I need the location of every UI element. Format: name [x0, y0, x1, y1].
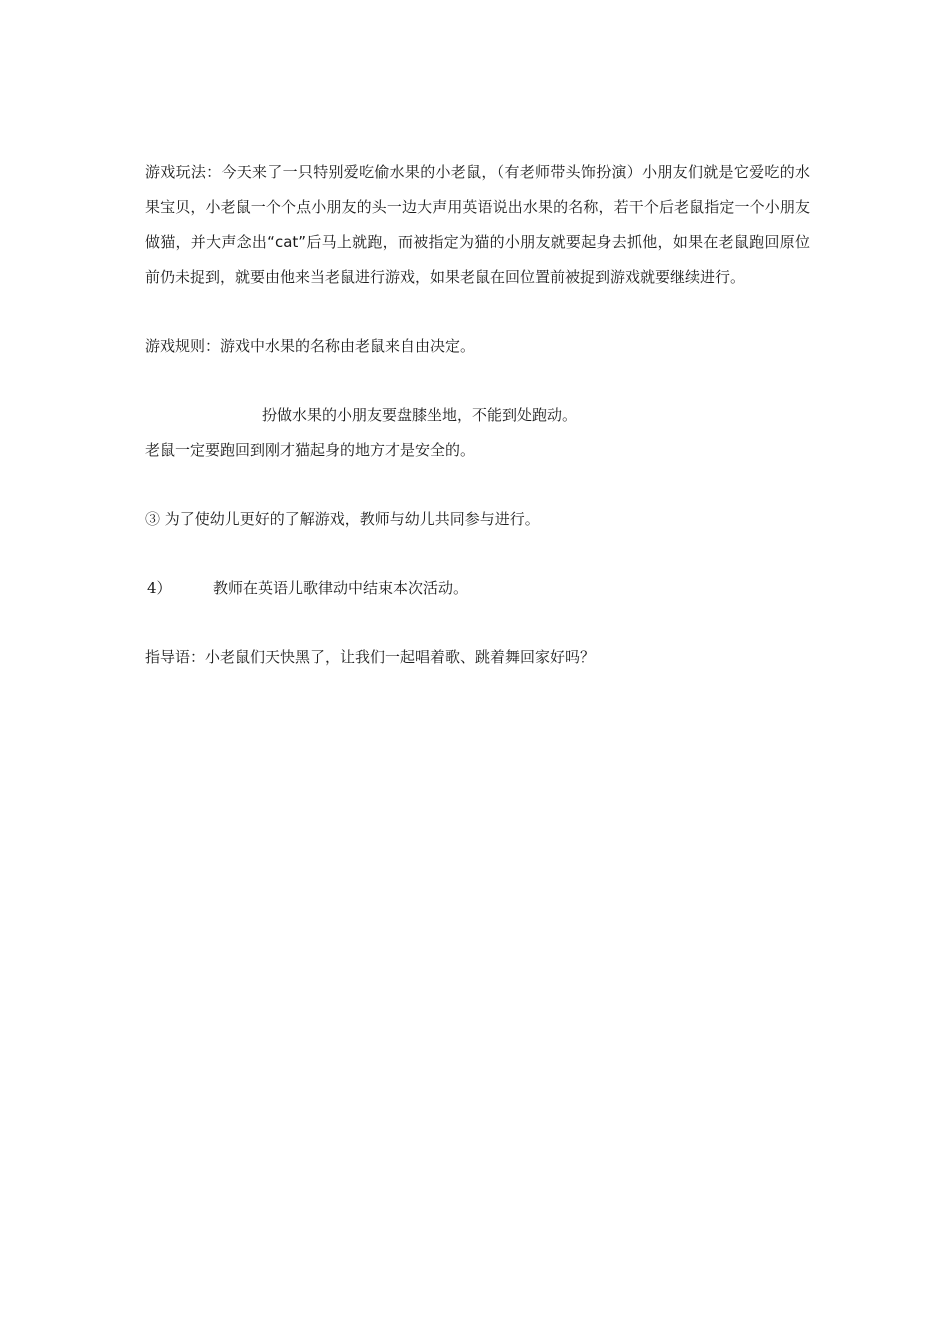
- step-3: ③ 为了使幼儿更好的了解游戏，教师与幼儿共同参与进行。: [145, 510, 540, 528]
- step-4-number: 4）: [147, 579, 172, 597]
- step-4-text: 教师在英语儿歌律动中结束本次活动。: [213, 579, 469, 597]
- gameplay-paragraph: [145, 155, 810, 295]
- rules-line-3: 老鼠一定要跑回到刚才猫起身的地方才是安全的。: [145, 441, 476, 459]
- rules-line-2: 扮做水果的小朋友要盘膝坐地，不能到处跑动。: [262, 406, 578, 424]
- gameplay-text-part1: 游戏玩法：今天来了一只特别爱吃偷水果的小老鼠，（有老师带头饰扮演）小朋友们就是它爱吃的水果宝贝，小老鼠一个个点小朋友的头一边大声用英语说出水果的名称，若干个后老鼠指定一个小朋友做猫，并大声念出: [145, 163, 810, 251]
- gameplay-text-part2: 后马上就跑，而被指定为猫的小朋友就要起身去抓他，如果在老鼠跑回原位前仍未捉到，就要由他来当老鼠进行游戏，如果老鼠在回位置前被捉到游戏就要继续进行。: [145, 233, 810, 286]
- cat-word: “cat”: [267, 233, 307, 251]
- step-4: [145, 571, 810, 606]
- rules-line-1: 游戏规则：游戏中水果的名称由老鼠来自由决定。: [145, 337, 476, 355]
- guide-text: 指导语：小老鼠们天快黑了，让我们一起唱着歌、跳着舞回家好吗？: [145, 648, 596, 666]
- document-body: [145, 155, 810, 675]
